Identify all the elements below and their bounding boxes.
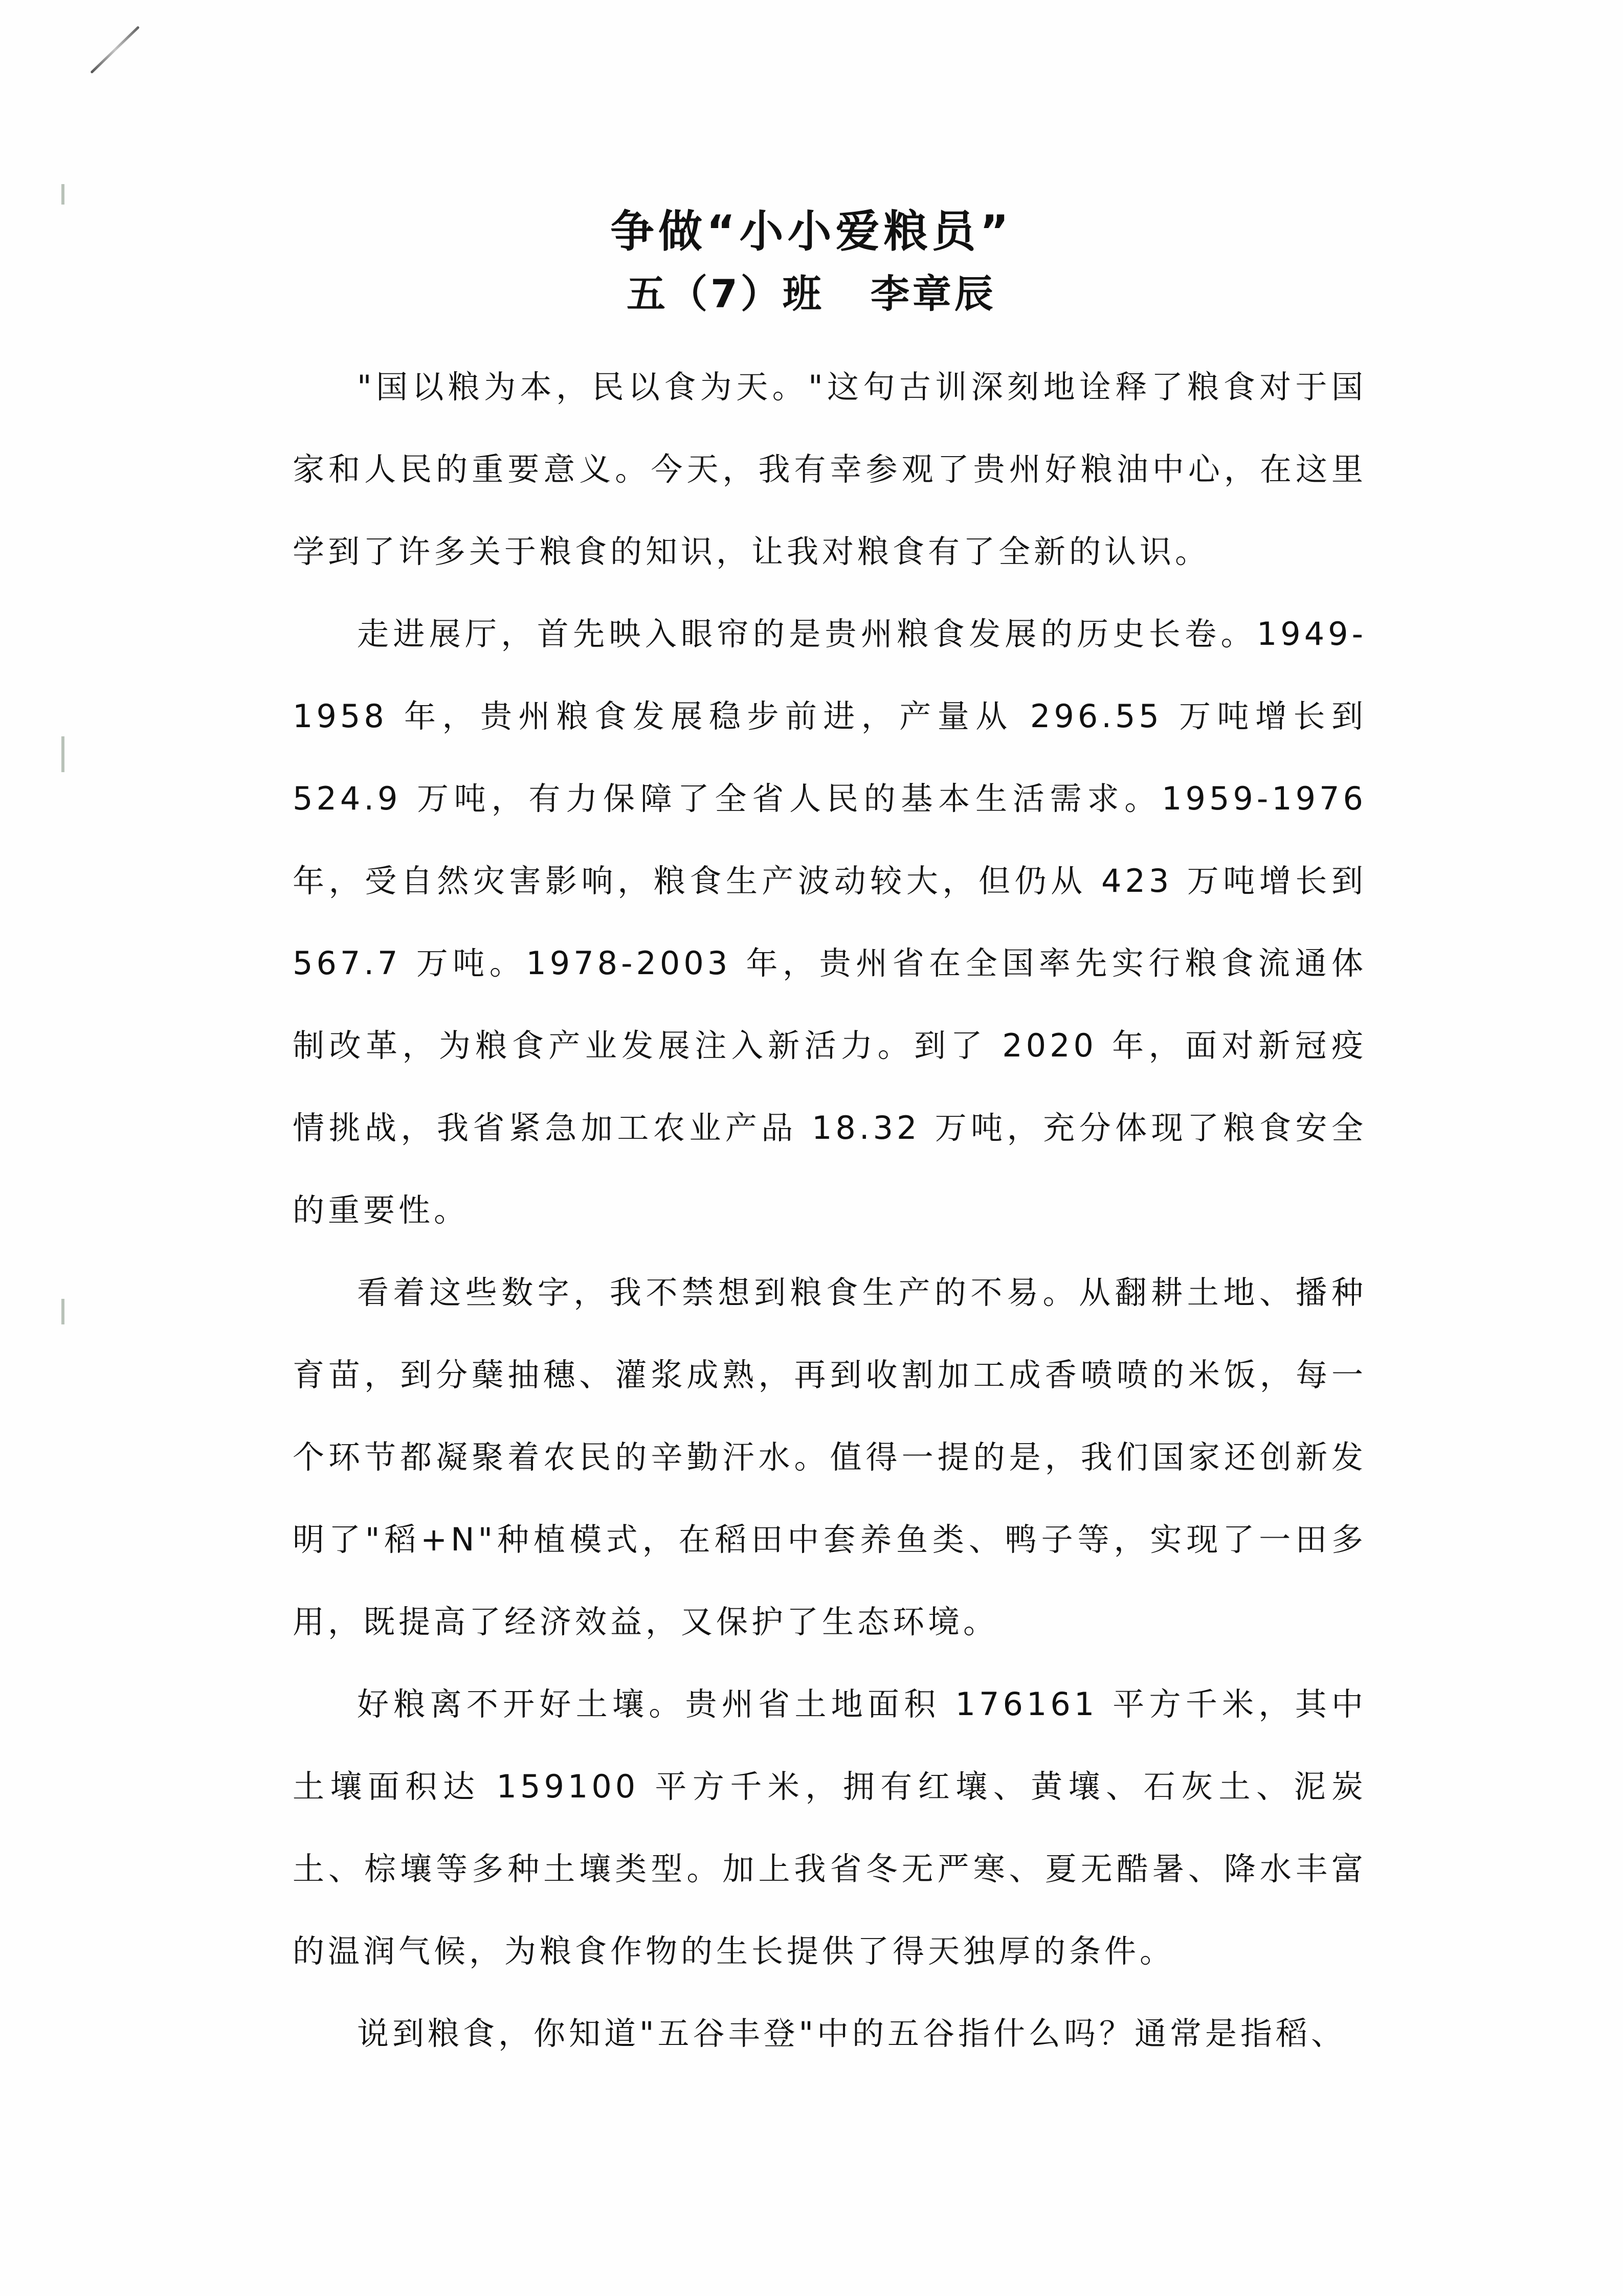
paragraph-5: 说到粮食，你知道"五谷丰登"中的五谷指什么吗？通常是指稻、 [357, 2015, 1347, 2052]
paragraph-3: 看着这些数字，我不禁想到粮食生产的不易。从翻耕土地、播种育苗，到分蘖抽穗、灌浆成熟，再到收割加工成香喷喷的米饭，每一个环节都凝聚着农民的辛勤汗水。值得一提的是，我们国家还创新发明了"稻+N"种植模式，在稻田中套养鱼类、鸭子等，实现了一田多用，既提高了经济效益，又保护了生态环境。 [293, 1274, 1367, 1640]
class-label: 五（7）班 [627, 271, 825, 317]
author-name: 李章辰 [870, 271, 996, 317]
paragraph-1: "国以粮为本，民以食为天。"这句古训深刻地诠释了粮食对于国家和人民的重要意义。今天，我有幸参观了贵州好粮油中心，在这里学到了许多关于粮食的知识，让我对粮食有了全新的认识。 [293, 368, 1367, 570]
scan-edge-artifact [61, 1299, 64, 1324]
essay-body [293, 346, 1367, 2075]
scan-edge-artifact [61, 184, 64, 205]
paragraph-4: 好粮离不开好土壤。贵州省土地面积 176161 平方千米，其中土壤面积达 159100 平方千米，拥有红壤、黄壤、石灰土、泥炭土、棕壤等多种土壤类型。加上我省冬无严寒、夏无酷暑、降水丰富的温润气候，为粮食作物的生长提供了得天独厚的条件。 [293, 1685, 1367, 1970]
pen-mark-artifact [90, 26, 140, 74]
paragraph-2: 走进展厅，首先映入眼帘的是贵州粮食发展的历史长卷。1949-1958 年，贵州粮食发展稳步前进，产量从 296.55 万吨增长到 524.9 万吨，有力保障了全省人民的基本生活需求。1959-1976 年，受自然灾害影响，粮食生产波动较大，但仍从 423 万吨增长到 567.7 万吨。1978-2003 年，贵州省在全国率先实行粮食流通体制改革，为粮食产业发展注入新活力。到了 2020 年，面对新冠疫情挑战，我省紧急加工农业产品 18.32 万吨，充分体现了粮食安全的重要性。 [293, 615, 1367, 1229]
essay-byline [0, 266, 1623, 322]
scan-edge-artifact [61, 736, 64, 772]
essay-title: 争做“小小爱粮员” [610, 206, 1013, 257]
